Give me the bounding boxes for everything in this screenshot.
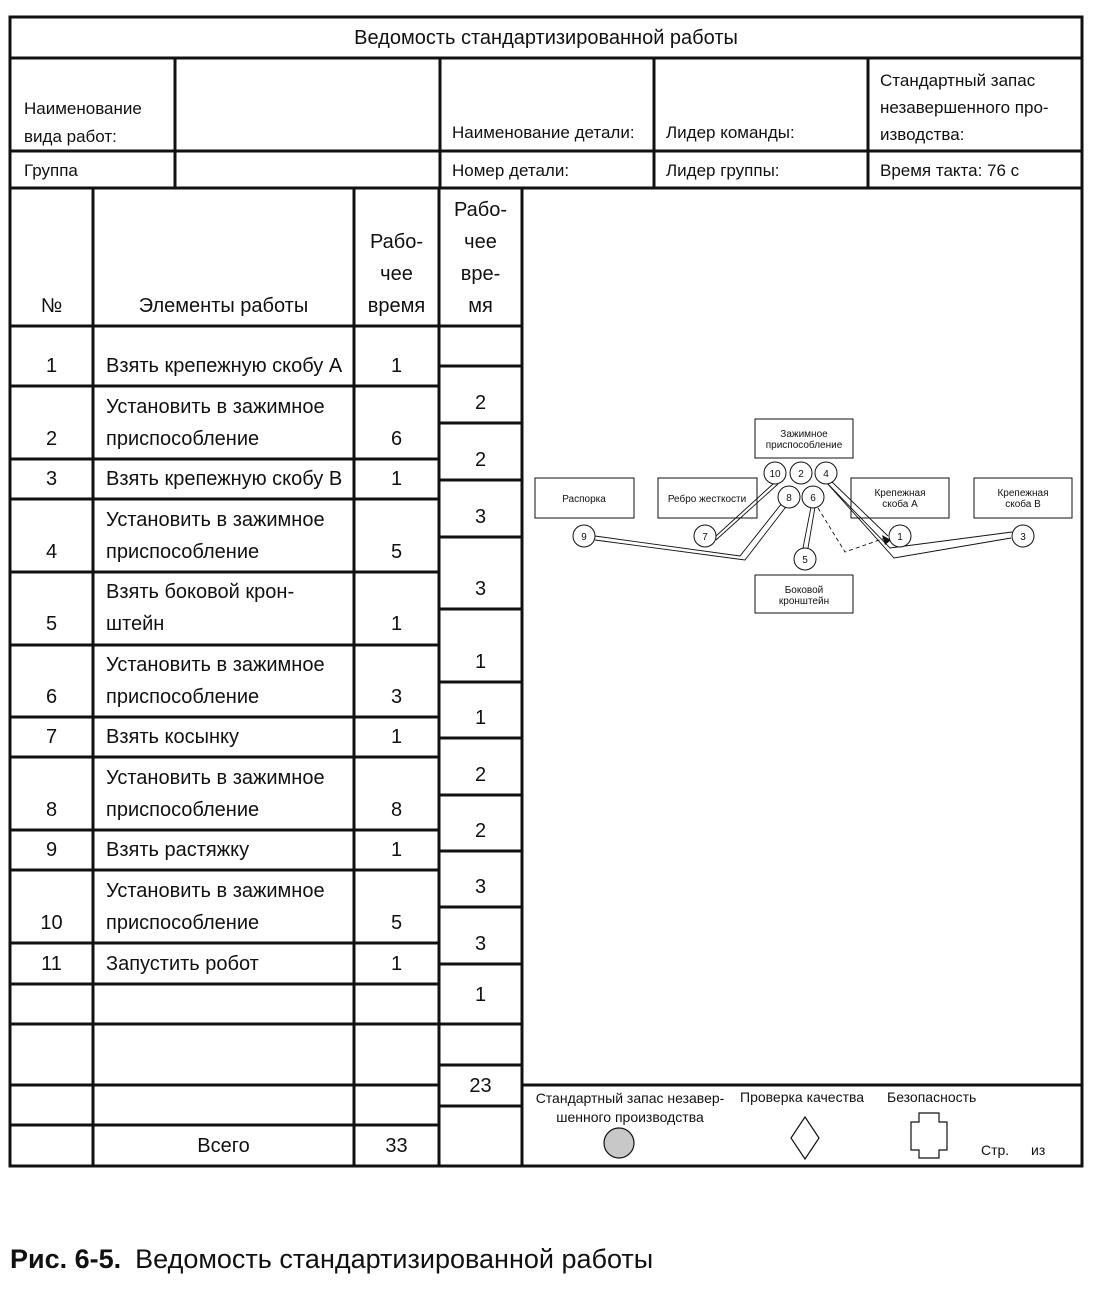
- station-label: Ребро жесткости: [667, 494, 747, 505]
- step-marker-label: 8: [786, 493, 792, 504]
- team-leader-label: Лидер команды:: [666, 123, 795, 142]
- step-marker-label: 4: [823, 469, 829, 480]
- station-label: скоба В: [1005, 499, 1041, 510]
- work-layout-diagram: [522, 400, 1082, 640]
- row-time: 1: [390, 839, 403, 861]
- walk-path: [803, 507, 811, 548]
- legend-safety-label: Безопасность: [887, 1089, 977, 1105]
- safety-cross-icon: [911, 1113, 947, 1158]
- total-time: 33: [385, 1135, 408, 1157]
- col-header-walk-time: [439, 194, 522, 322]
- step-marker-label: 3: [1020, 532, 1026, 543]
- row-element: Запустить робот: [106, 953, 259, 975]
- row-element: приспособление: [106, 428, 260, 450]
- row-number: 10: [40, 912, 63, 934]
- row-time: 1: [390, 726, 403, 748]
- row-time: 1: [390, 468, 403, 490]
- step-marker-label: 7: [702, 532, 708, 543]
- row-element: Установить в зажимное: [106, 396, 325, 418]
- row-element: штейн: [106, 613, 165, 635]
- col-header-line: чее: [464, 231, 497, 253]
- station-label: скоба А: [882, 499, 918, 510]
- row-number: 4: [45, 541, 58, 563]
- walk-time-cell: 3: [474, 578, 487, 600]
- col-header-line: вре-: [460, 263, 501, 285]
- walk-time-cell: 2: [474, 820, 487, 842]
- col-header-work-time: [354, 226, 439, 322]
- row-time: 5: [390, 541, 403, 563]
- row-number: 8: [45, 799, 58, 821]
- figure-caption: [10, 1244, 653, 1275]
- col-header-line: время: [367, 295, 426, 317]
- step-marker-label: 2: [798, 469, 804, 480]
- group-label: Группа: [24, 161, 78, 180]
- row-element: приспособление: [106, 912, 260, 934]
- quality-diamond-icon: [791, 1117, 819, 1159]
- row-number: 2: [45, 428, 58, 450]
- walk-time-cell: 1: [474, 651, 487, 673]
- wip-label: [880, 67, 1049, 148]
- walk-time-cell: 3: [474, 506, 487, 528]
- station-label: Крепежная: [874, 488, 926, 499]
- step-marker-label: 10: [769, 469, 781, 480]
- walk-path: [808, 507, 815, 548]
- row-element: Взять боковой крон-: [106, 581, 295, 603]
- part-number-label: Номер детали:: [452, 161, 570, 180]
- row-number: 6: [45, 686, 58, 708]
- sheet-title: Ведомость стандартизированной работы: [354, 27, 738, 49]
- row-element: Установить в зажимное: [106, 767, 325, 789]
- row-time: 8: [390, 799, 403, 821]
- walk-time-cell: 3: [474, 876, 487, 898]
- step-marker-label: 9: [581, 532, 587, 543]
- station-label: Крепежная: [997, 488, 1049, 499]
- step-marker-label: 5: [802, 555, 808, 566]
- row-number: 11: [41, 953, 62, 975]
- row-element: Взять крепежную скобу В: [106, 468, 343, 490]
- wip-label-line: изводства:: [880, 125, 965, 144]
- col-header-elements: Элементы работы: [138, 295, 309, 317]
- step-marker-label: 1: [897, 532, 903, 543]
- walk-time-cell: 1: [474, 984, 487, 1006]
- station-label: Распорка: [562, 494, 606, 505]
- col-header-line: чее: [380, 263, 413, 285]
- row-time: 1: [390, 953, 403, 975]
- wip-label-line: незавершенного про-: [880, 98, 1049, 117]
- operation-name-label-line: Наименование: [24, 99, 142, 118]
- operation-name-label: [24, 95, 142, 151]
- legend-quality-label: Проверка качества: [740, 1089, 865, 1105]
- row-element: приспособление: [106, 541, 260, 563]
- row-element: приспособление: [106, 799, 260, 821]
- row-element: Установить в зажимное: [106, 509, 325, 531]
- col-header-line: мя: [468, 295, 493, 317]
- row-time: 1: [390, 355, 403, 377]
- legend-wip-label-line: Стандартный запас незавер-: [535, 1090, 725, 1106]
- row-element: приспособление: [106, 686, 260, 708]
- row-time: 3: [390, 686, 403, 708]
- col-header-line: Рабо-: [453, 199, 508, 221]
- row-number: 3: [45, 468, 58, 490]
- station-label: приспособление: [765, 440, 843, 451]
- walk-time-total: 23: [469, 1075, 492, 1097]
- station-label: Зажимное: [780, 429, 828, 440]
- wip-label-line: Стандартный запас: [880, 71, 1036, 90]
- row-number: 9: [45, 839, 58, 861]
- step-marker-label: 6: [810, 493, 816, 504]
- walk-time-cell: 2: [474, 392, 487, 414]
- total-label: Всего: [197, 1135, 250, 1157]
- figure-caption-text: Ведомость стандартизированной работы: [135, 1244, 654, 1274]
- legend-wip-label-line: шенного производства: [556, 1109, 704, 1125]
- col-header-number: №: [40, 295, 63, 317]
- operation-name-label-line: вида работ:: [24, 127, 117, 146]
- row-number: 5: [45, 613, 58, 635]
- row-element: Взять крепежную скобу А: [106, 355, 343, 377]
- row-time: 1: [390, 613, 403, 635]
- page-of-label: из: [1031, 1142, 1046, 1158]
- walk-time-cell: 3: [474, 933, 487, 955]
- figure-caption-label: Рис. 6-5.: [10, 1244, 122, 1274]
- legend-symbols: [522, 1086, 1082, 1166]
- wip-circle-icon: [604, 1128, 634, 1158]
- row-element: Установить в зажимное: [106, 880, 325, 902]
- walk-time-cell: 1: [474, 707, 487, 729]
- part-name-label: Наименование детали:: [452, 123, 635, 142]
- row-time: 6: [390, 428, 403, 450]
- row-element: Установить в зажимное: [106, 654, 325, 676]
- col-header-line: Рабо-: [369, 231, 424, 253]
- group-leader-label: Лидер группы:: [666, 161, 780, 180]
- station-label: кронштейн: [778, 596, 830, 607]
- walk-time-cell: 2: [474, 764, 487, 786]
- row-number: 7: [45, 726, 58, 748]
- takt-time-label: Время такта: 76 с: [880, 161, 1020, 180]
- walk-time-cell: 2: [474, 449, 487, 471]
- row-time: 5: [390, 912, 403, 934]
- row-number: 1: [45, 355, 58, 377]
- row-element: Взять косынку: [106, 726, 239, 748]
- station-label: Боковой: [784, 585, 824, 596]
- page-label: Стр.: [981, 1142, 1010, 1158]
- row-element: Взять растяжку: [106, 839, 250, 861]
